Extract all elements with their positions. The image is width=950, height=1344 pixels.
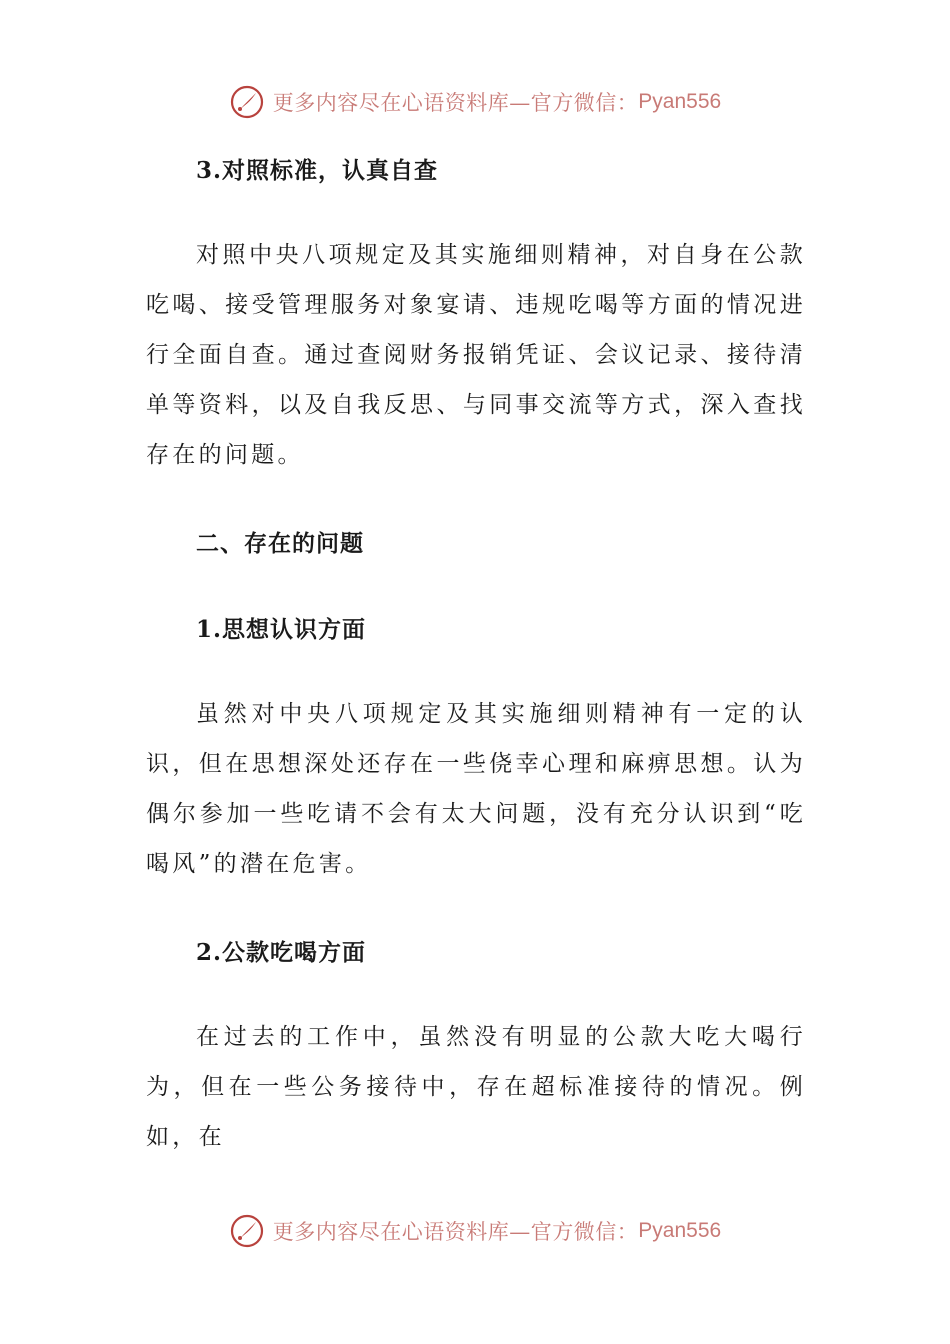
section-heading: 2.公款吃喝方面	[196, 939, 367, 966]
banner-text: 更多内容尽在心语资料库—官方微信：	[272, 1220, 639, 1244]
banner-wechat-id: Pyan556	[638, 90, 722, 113]
footer-banner	[0, 1207, 950, 1255]
section-paragraph: 虽然对中央八项规定及其实施细则精神有一定的认识，但在思想深处还存在一些侥幸心理和麻痹思想。认为偶尔参加一些吃请不会有太大问题，没有充分认识到“吃喝风”的潜在危害。	[146, 701, 806, 877]
section-paragraph: 对照中央八项规定及其实施细则精神，对自身在公款吃喝、接受管理服务对象宴请、违规吃喝等方面的情况进行全面自查。通过查阅财务报销凭证、会议记录、接待清单等资料，以及自我反思、与同事交流等方式，深入查找存在的问题。	[146, 242, 806, 468]
banner-wechat-id: Pyan556	[638, 1219, 722, 1242]
section-heading: 3.对照标准，认真自查	[196, 157, 439, 184]
header-banner	[0, 78, 950, 126]
document-body	[146, 148, 806, 1162]
quill-logo-icon	[229, 84, 265, 120]
section-paragraph: 在过去的工作中，虽然没有明显的公款大吃大喝行为，但在一些公务接待中，存在超标准接待的情况。例如，在	[146, 1024, 806, 1150]
banner-text: 更多内容尽在心语资料库—官方微信：	[272, 91, 639, 115]
section-heading: 二、存在的问题	[196, 530, 364, 557]
section-heading: 1.思想认识方面	[196, 616, 367, 643]
quill-logo-icon	[229, 1213, 265, 1249]
